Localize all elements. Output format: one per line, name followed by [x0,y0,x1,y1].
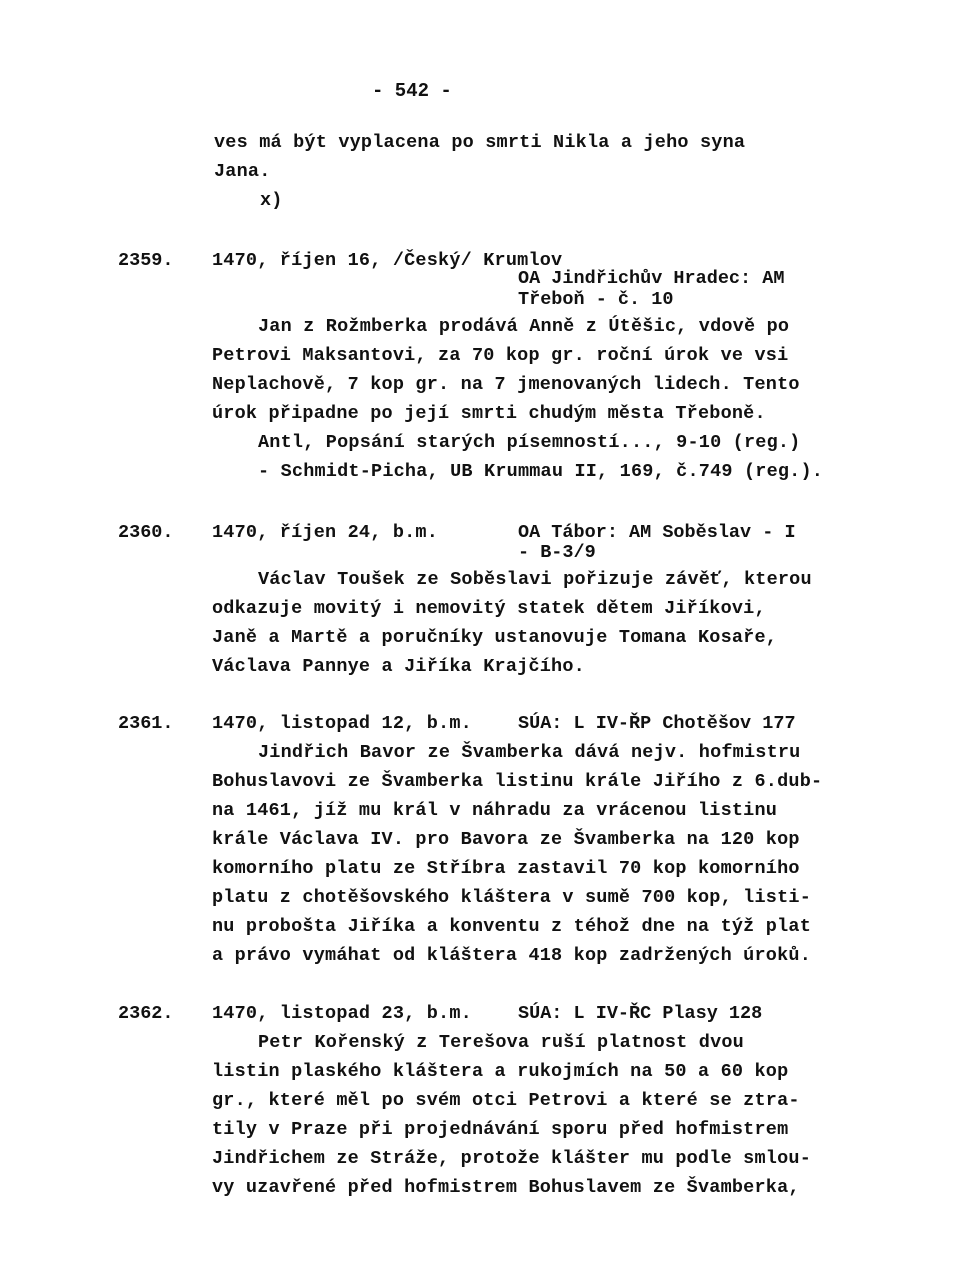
entry-text-line: Janě a Martě a poručníky ustanovuje Tomana Kosaře, [212,627,778,648]
entry-date: 1470, listopad 12, b.m. [212,713,472,734]
entry-date: 1470, listopad 23, b.m. [212,1003,472,1024]
entry-source: SÚA: L IV-ŘC Plasy 128 [518,1003,763,1024]
entry-text-line: Petr Kořenský z Terešova ruší platnost dvou [258,1032,744,1053]
entry-text-line: Petrovi Maksantovi, za 70 kop gr. roční úrok ve vsi [212,345,789,366]
entry-text-line: Jindřichem ze Stráže, protože klášter mu podle smlou- [212,1148,811,1169]
entry-text-line: Jindřich Bavor ze Švamberka dává nejv. hofmistru [258,742,801,763]
entry-number: 2362. [118,1003,174,1024]
entry-text-line: vy uzavřené před hofmistrem Bohuslavem ze Švamberka, [212,1177,800,1198]
entry-source: Třeboň - č. 10 [518,289,674,310]
entry-text-line: Bohuslavovi ze Švamberka listinu krále Jiřího z 6.dub- [212,771,823,792]
entry-source: SÚA: L IV-ŘP Chotěšov 177 [518,713,796,734]
continuation-line: Jana. [214,161,271,182]
entry-source: OA Tábor: AM Soběslav - I [518,522,796,543]
entry-text-line: Antl, Popsání starých písemností..., 9-10 (reg.) [258,432,801,453]
entry-date: 1470, říjen 16, /Český/ Krumlov [212,250,563,271]
entry-text-line: nu probošta Jiříka a konventu z téhož dne na týž plat [212,916,811,937]
entry-text-line: odkazuje movitý i nemovitý statek dětem Jiříkovi, [212,598,766,619]
entry-date: 1470, říjen 24, b.m. [212,522,439,543]
entry-text-line: Jan z Rožmberka prodává Anně z Útěšic, vdově po [258,316,790,337]
entry-number: 2361. [118,713,174,734]
entry-source: - B-3/9 [518,542,596,563]
entry-source: OA Jindřichův Hradec: AM [518,268,785,289]
entry-text-line: krále Václava IV. pro Bavora ze Švamberka na 120 kop [212,829,800,850]
entry-text-line: platu z chotěšovského kláštera v sumě 700 kop, listi- [212,887,811,908]
entry-text-line: listin plaského kláštera a rukojmích na 50 a 60 kop [212,1061,789,1082]
entry-text-line: Václav Toušek ze Soběslavi pořizuje závěť, kterou [258,569,812,590]
page-number: - 542 - [372,80,452,102]
entry-text-line: gr., které měl po svém otci Petrovi a které se ztra- [212,1090,800,1111]
entry-number: 2360. [118,522,174,543]
entry-text-line: komorního platu ze Stříbra zastavil 70 kop komorního [212,858,800,879]
entry-text-line: - Schmidt-Picha, UB Krummau II, 169, č.749 (reg.). [258,461,824,482]
footnote-marker: x) [260,190,283,211]
entry-text-line: a právo vymáhat od kláštera 418 kop zadržených úroků. [212,945,811,966]
entry-text-line: na 1461, jíž mu král v náhradu za vrácenou listinu [212,800,778,821]
continuation-line: ves má být vyplacena po smrti Nikla a jeho syna [214,132,746,153]
entry-text-line: úrok připadne po její smrti chudým města Třeboně. [212,403,766,424]
entry-text-line: tily v Praze při projednávání sporu před hofmistrem [212,1119,789,1140]
entry-number: 2359. [118,250,174,271]
entry-text-line: Neplachově, 7 kop gr. na 7 jmenovaných lidech. Tento [212,374,800,395]
entry-text-line: Václava Pannye a Jiříka Krajčího. [212,656,585,677]
